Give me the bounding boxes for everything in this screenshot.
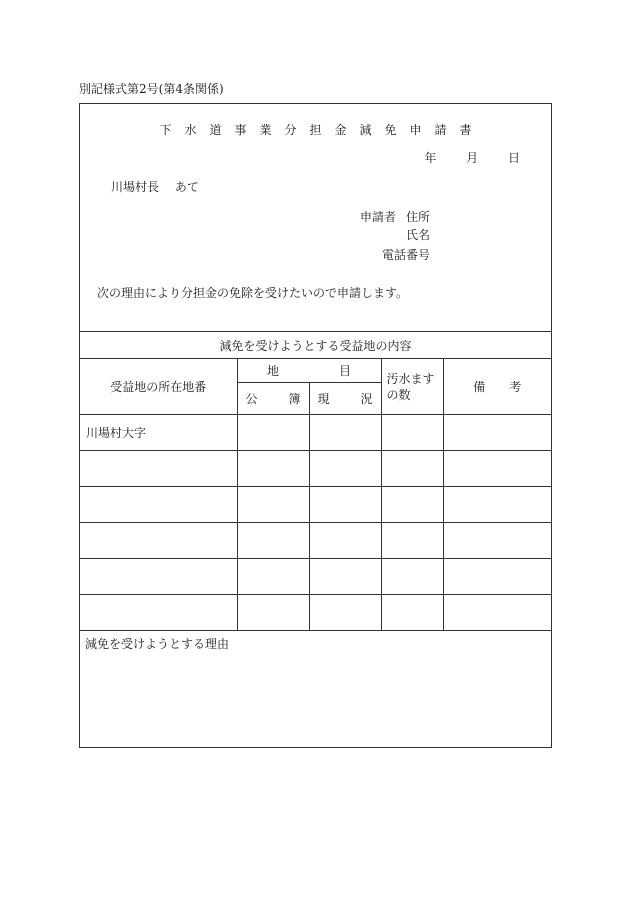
cell-official[interactable] [237,595,309,631]
cell-official[interactable] [237,559,309,595]
cell-remarks[interactable] [443,595,551,631]
cell-basins[interactable] [381,487,443,523]
header-land-category-right: 目 [339,364,352,378]
reason-field[interactable] [80,631,551,749]
cell-remarks[interactable] [443,487,551,523]
table-row [80,451,551,487]
cell-official[interactable] [237,415,309,451]
cell-location[interactable] [80,451,237,487]
form-title: 下水道事業分担金減免申請書 [159,123,485,137]
header-official-register [237,383,309,415]
header-official-left: 公 [245,392,258,406]
cell-basins[interactable] [381,595,443,631]
header-official-right: 簿 [288,392,301,406]
reason-label: 減免を受けようとする理由 [85,637,230,651]
cell-official[interactable] [237,451,309,487]
header-current-left: 現 [317,392,330,406]
header-current-right: 況 [360,392,373,406]
applicant-label: 申請者 [359,210,396,224]
header-basins: 汚水ますの数 [381,359,443,415]
cell-current[interactable] [309,487,381,523]
cell-location[interactable] [80,487,237,523]
addressee-suffix: あて [174,180,199,194]
table-row [80,559,551,595]
cell-current[interactable] [309,415,381,451]
cell-official[interactable] [237,487,309,523]
applicant-address-line [360,208,430,225]
addressee-name: 川場村長 [111,180,160,194]
header-remarks-right: 考 [509,380,522,394]
table-row [80,487,551,523]
cell-location[interactable] [80,595,237,631]
header-land-category-left: 地 [266,364,279,378]
form-caption: 別記様式第2号(第4条関係) [79,82,224,96]
cell-basins[interactable] [381,523,443,559]
cell-location[interactable] [80,523,237,559]
header-remarks [443,359,551,415]
cell-location[interactable] [80,559,237,595]
cell-remarks[interactable] [443,415,551,451]
header-location: 受益地の所在地番 [80,359,237,415]
request-statement: 次の理由により分担金の免除を受けたいので申請します。 [97,286,409,300]
cell-basins[interactable] [381,559,443,595]
table-title: 減免を受けようとする受益地の内容 [80,332,551,359]
date-month: 月 [466,151,479,165]
date-line [398,149,520,166]
cell-current[interactable] [309,559,381,595]
applicant-phone-label: 電話番号 [381,248,430,262]
cell-remarks[interactable] [443,451,551,487]
land-table [80,331,551,631]
cell-basins[interactable] [381,415,443,451]
date-year: 年 [424,151,437,165]
date-day: 日 [507,151,520,165]
application-form [79,103,552,748]
table-row [80,595,551,631]
cell-basins[interactable] [381,451,443,487]
cell-location[interactable]: 川場村大字 [80,415,237,451]
addressee [111,178,199,195]
cell-official[interactable] [237,523,309,559]
cell-remarks[interactable] [443,559,551,595]
applicant-name-label: 氏名 [405,228,430,242]
header-remarks-left: 備 [473,380,486,394]
cell-current[interactable] [309,451,381,487]
cell-current[interactable] [309,595,381,631]
header-land-category [237,359,381,383]
applicant-address-label: 住所 [405,210,430,224]
table-row [80,415,551,451]
header-current-status [309,383,381,415]
table-row [80,523,551,559]
cell-current[interactable] [309,523,381,559]
cell-remarks[interactable] [443,523,551,559]
